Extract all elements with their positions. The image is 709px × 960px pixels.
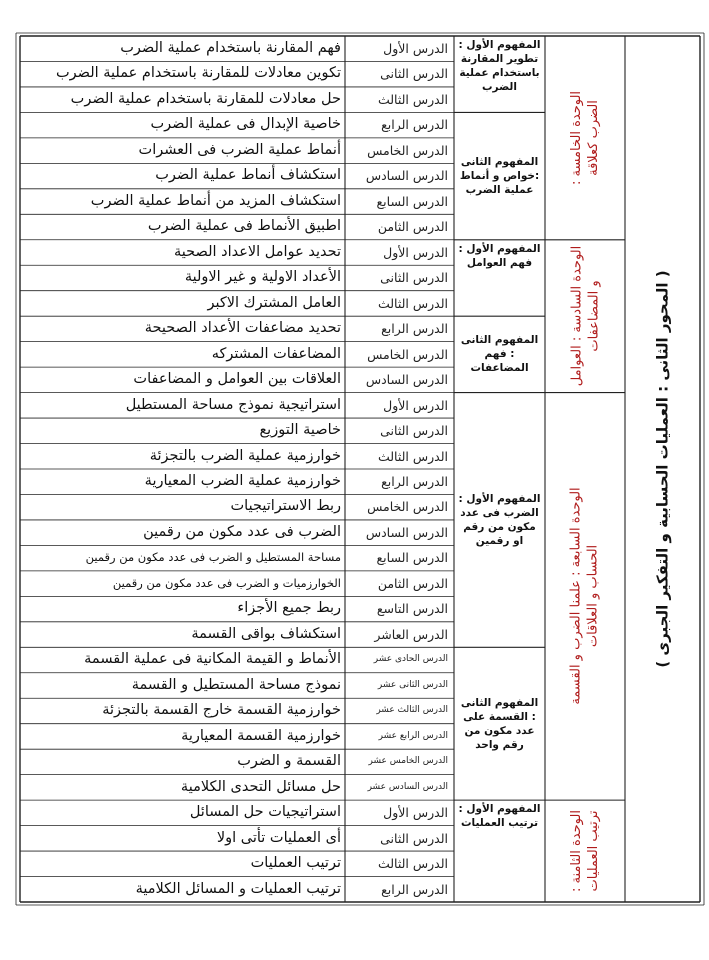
- lesson-number: الدرس الثالث: [377, 295, 448, 311]
- lesson-number: الدرس الثالث: [377, 448, 448, 464]
- lesson-number: الدرس التاسع: [376, 601, 448, 617]
- lesson-title: أى العمليات تأتى اولا: [216, 829, 341, 846]
- lesson-title: تحديد مضاعفات الأعداد الصحيحة: [144, 320, 341, 337]
- unit-title: الوحدة السادسة : العوامل: [569, 245, 584, 387]
- lesson-title: استراتيجيات حل المسائل: [189, 804, 341, 821]
- lesson-title: استكشاف المزيد من أنماط عملية الضرب: [90, 192, 341, 209]
- concept-cell: المفهوم الأول : فهم العوامل: [458, 242, 541, 269]
- lesson-number: الدرس الخامس عشر: [368, 756, 448, 767]
- lesson-number: الدرس الأول: [383, 244, 448, 260]
- axis-title: ( المحور الثانى : العمليات الحسابية و التفكير الجبرى ): [653, 270, 672, 668]
- concept-cell: المفهوم الثانى : فهم المضاعفات: [460, 334, 539, 375]
- unit-subtitle: و المضاعفات: [586, 280, 601, 352]
- lesson-number: الدرس السادس: [365, 372, 448, 388]
- lesson-number: الدرس الأول: [383, 805, 448, 821]
- lesson-title: تحديد عوامل الاعداد الصحية: [174, 243, 341, 260]
- lesson-title: الأنماط و القيمة المكانية فى عملية القسمة: [84, 651, 341, 668]
- lesson-title: استكشاف أنماط عملية الضرب: [155, 167, 341, 184]
- unit-cell: [545, 36, 625, 240]
- lesson-title: فهم المقارنة باستخدام عملية الضرب: [120, 40, 341, 56]
- lesson-title: استراتيجية نموذج مساحة المستطيل: [125, 396, 341, 413]
- concept-cell: المفهوم الثانى : القسمة على عدد مكون من رقم واحد: [460, 696, 539, 751]
- lesson-number: الدرس السادس: [365, 168, 448, 184]
- unit-subtitle: الضرب كعلاقة: [586, 99, 601, 176]
- lesson-title: خوارزمية عملية الضرب المعيارية: [144, 473, 341, 489]
- lesson-number: الدرس الثالث: [377, 856, 448, 872]
- lesson-number: الدرس الثانى: [380, 270, 448, 286]
- lesson-number: الدرس الثامن: [377, 219, 448, 235]
- lesson-number: الدرس الخامس: [367, 499, 448, 515]
- lesson-title: القسمة و الضرب: [237, 753, 341, 770]
- lesson-number: الدرس الثانى: [380, 66, 448, 82]
- lesson-title: الضرب فى عدد مكون من رقمين: [143, 523, 341, 540]
- lesson-number: الدرس الثالث عشر: [376, 705, 448, 716]
- lesson-number: الدرس الرابع: [381, 474, 448, 489]
- unit-cell: [545, 393, 625, 801]
- lesson-title: اطبيق الأنماط فى عملية الضرب: [147, 218, 341, 235]
- unit-subtitle: الحساب و العلاقات: [586, 545, 602, 648]
- lesson-number: الدرس الأول: [383, 397, 448, 413]
- lesson-number: الدرس السادس: [365, 524, 448, 540]
- lesson-title: ترتيب العمليات و المسائل الكلامية: [135, 880, 341, 897]
- unit-cell: [545, 800, 625, 902]
- lesson-title: ربط جميع الأجزاء: [237, 600, 341, 617]
- lesson-title: أنماط عملية الضرب فى العشرات: [138, 141, 341, 158]
- lesson-title: الخوارزميات و الضرب فى عدد مكون من رقمين: [112, 575, 341, 590]
- lesson-title: نموذج مساحة المستطيل و القسمة: [131, 676, 341, 693]
- lesson-title: حل معادلات للمقارنة باستخدام عملية الضرب: [70, 90, 341, 107]
- lesson-title: خاصية التوزيع: [259, 422, 341, 439]
- lesson-number: الدرس السابع: [376, 193, 448, 209]
- concept-cell: المفهوم الثانى :خواص و أنماط عملية الضرب: [459, 156, 540, 197]
- lesson-title: العلاقات بين العوامل و المضاعفات: [133, 371, 341, 388]
- lesson-number: الدرس الثالث: [377, 91, 448, 107]
- lesson-number: الدرس الثانى: [380, 423, 448, 439]
- lesson-number: الدرس الرابع: [381, 321, 448, 337]
- unit-subtitle: ترتيب العمليات: [586, 810, 602, 892]
- lesson-number: الدرس العاشر: [374, 626, 448, 642]
- lesson-title: ترتيب العمليات: [250, 855, 341, 872]
- lesson-title: مساحة المستطيل و الضرب فى عدد مكون من رقمين: [85, 550, 341, 565]
- lesson-number: الدرس السادس عشر: [367, 781, 448, 792]
- unit-title: الوحدة الثامنة :: [569, 810, 585, 893]
- concept-cell: المفهوم الأول : الضرب فى عدد مكون من رقم او رقمين: [458, 492, 541, 547]
- lesson-title: تكوين معادلات للمقارنة باستخدام عملية الضرب: [56, 65, 341, 82]
- unit-title: الوحدة الخامسة :: [569, 90, 584, 185]
- lesson-number: الدرس الرابع عشر: [378, 730, 448, 741]
- lesson-number: الدرس الخامس: [367, 346, 448, 362]
- lesson-title: خوارزمية عملية الضرب بالتجزئة: [149, 447, 341, 464]
- lesson-number: الدرس الثامن: [377, 575, 448, 591]
- lesson-number: الدرس الرابع: [381, 117, 448, 133]
- lesson-title: الأعداد الاولية و غير الاولية: [184, 269, 341, 286]
- lesson-title: العامل المشترك الاكبر: [207, 294, 341, 311]
- lesson-number: الدرس الحادى عشر: [373, 654, 448, 665]
- concept-cell: المفهوم الأول : ترتيب العمليات: [458, 803, 541, 830]
- unit-cell: [545, 240, 625, 393]
- lesson-title: خوارزمية القسمة خارج القسمة بالتجزئة: [102, 702, 341, 719]
- axis-cell: [625, 36, 700, 902]
- lesson-title: خوارزمية القسمة المعيارية: [181, 727, 341, 744]
- unit-title: الوحدة السابعة : علمنا الضرب و القسمة: [569, 487, 585, 706]
- lesson-number: الدرس الرابع: [381, 881, 448, 897]
- lesson-title: حل مسائل التحدى الكلامية: [180, 778, 341, 795]
- lesson-number: الدرس الأول: [383, 41, 448, 56]
- lesson-title: خاصية الإبدال فى عملية الضرب: [150, 116, 341, 133]
- lesson-title: استكشاف بواقى القسمة: [191, 625, 341, 642]
- lesson-number: الدرس الخامس: [367, 142, 448, 158]
- lesson-number: الدرس السابع: [376, 550, 448, 566]
- concept-cell: المفهوم الأول : تطوير المقارنة باستخدام عملية الضرب: [458, 39, 541, 93]
- lesson-title: ربط الاستراتيجيات: [230, 498, 341, 515]
- lesson-title: المضاعفات المشتركه: [211, 345, 341, 362]
- lesson-number: الدرس الثانى: [380, 830, 448, 846]
- lesson-number: الدرس الثانى عشر: [377, 679, 448, 690]
